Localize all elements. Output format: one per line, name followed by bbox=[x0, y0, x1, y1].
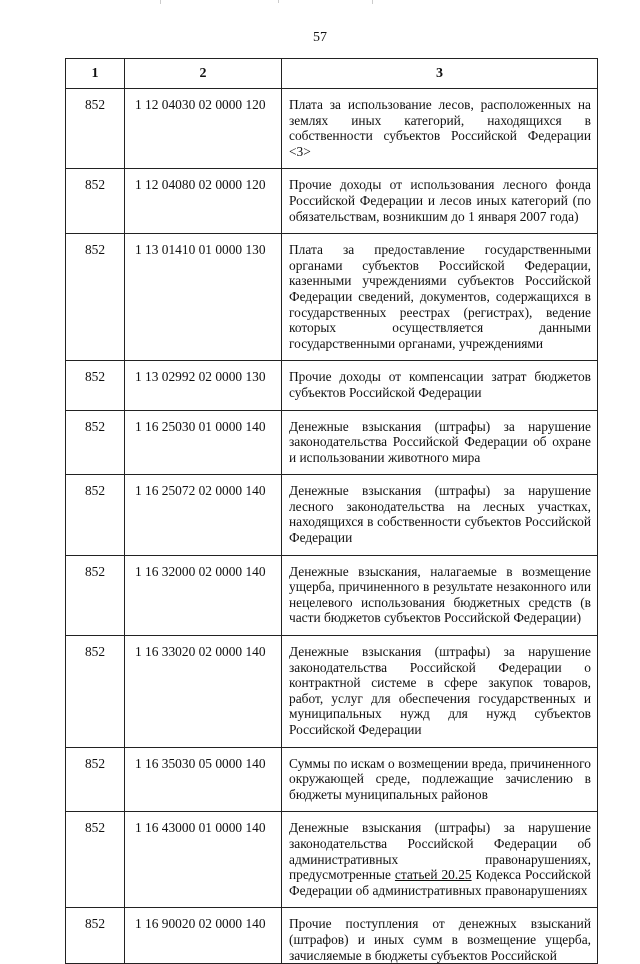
table-row bbox=[66, 234, 598, 361]
admin-code-cell: 852 bbox=[66, 475, 125, 555]
budget-code-cell: 1 12 04030 02 0000 120 bbox=[125, 89, 282, 169]
budget-code-cell: 1 16 90020 02 0000 140 bbox=[125, 908, 282, 964]
description-cell: Плата за предоставление государственными органами субъектов Российской Федерации, казенными учреждениями субъектов Российской Федерации сведений, документов, содержащихся в государственных реестрах (регистрах), ведение которых осуществляется данными государственными органами, учреждениями bbox=[282, 234, 598, 361]
table-row bbox=[66, 89, 598, 169]
description-cell: Прочие доходы от компенсации затрат бюджетов субъектов Российской Федерации bbox=[282, 361, 598, 410]
admin-code-cell: 852 bbox=[66, 555, 125, 635]
table-row bbox=[66, 636, 598, 748]
budget-code-cell: 1 13 01410 01 0000 130 bbox=[125, 234, 282, 361]
budget-code-cell: 1 16 25072 02 0000 140 bbox=[125, 475, 282, 555]
budget-code-cell: 1 16 43000 01 0000 140 bbox=[125, 812, 282, 908]
admin-code-cell: 852 bbox=[66, 636, 125, 748]
description-cell: Денежные взыскания (штрафы) за нарушение законодательства Российской Федерации об охране и использовании животного мира bbox=[282, 410, 598, 475]
article-reference-link[interactable]: статьей 20.25 bbox=[394, 867, 472, 883]
description-cell bbox=[282, 812, 598, 908]
table-row bbox=[66, 812, 598, 908]
scan-mark bbox=[278, 0, 279, 3]
table-row bbox=[66, 475, 598, 555]
budget-code-cell: 1 16 35030 05 0000 140 bbox=[125, 747, 282, 812]
column-header-2: 2 bbox=[125, 59, 282, 89]
budget-code-cell: 1 16 32000 02 0000 140 bbox=[125, 555, 282, 635]
column-header-3: 3 bbox=[282, 59, 598, 89]
budget-code-cell: 1 12 04080 02 0000 120 bbox=[125, 169, 282, 234]
admin-code-cell: 852 bbox=[66, 812, 125, 908]
scan-mark bbox=[372, 0, 373, 4]
table-row bbox=[66, 555, 598, 635]
admin-code-cell: 852 bbox=[66, 169, 125, 234]
page-number: 57 bbox=[313, 30, 327, 45]
description-cell: Прочие доходы от использования лесного фонда Российской Федерации и лесов иных категорий (по обязательствам, возникшим до 1 января 2007 года) bbox=[282, 169, 598, 234]
scan-mark bbox=[160, 0, 161, 4]
table-row bbox=[66, 169, 598, 234]
description-cell: Денежные взыскания (штрафы) за нарушение лесного законодательства на лесных участках, находящихся в собственности субъектов Российской Федерации bbox=[282, 475, 598, 555]
description-text: Кодекса Российской Федерации об административных правонарушениях bbox=[289, 867, 591, 898]
description-cell: Прочие поступления от денежных взысканий (штрафов) и иных сумм в возмещение ущерба, зачисляемые в бюджеты субъектов Российской bbox=[282, 908, 598, 964]
admin-code-cell: 852 bbox=[66, 361, 125, 410]
admin-code-cell: 852 bbox=[66, 908, 125, 964]
revenue-codes-table bbox=[65, 58, 598, 964]
table-header-row bbox=[66, 59, 598, 89]
description-text: Денежные взыскания (штрафы) за нарушение законодательства Российской Федерации об административных правонарушениях, предусмотренные bbox=[289, 820, 591, 883]
column-header-1: 1 bbox=[66, 59, 125, 89]
description-cell: Плата за использование лесов, расположенных на землях иных категорий, находящихся в собственности субъектов Российской Федерации <3> bbox=[282, 89, 598, 169]
table-row bbox=[66, 908, 598, 964]
admin-code-cell: 852 bbox=[66, 89, 125, 169]
budget-code-cell: 1 16 33020 02 0000 140 bbox=[125, 636, 282, 748]
description-cell: Суммы по искам о возмещении вреда, причиненного окружающей среде, подлежащие зачислению в бюджеты муниципальных районов bbox=[282, 747, 598, 812]
admin-code-cell: 852 bbox=[66, 747, 125, 812]
table-row bbox=[66, 410, 598, 475]
description-cell: Денежные взыскания (штрафы) за нарушение законодательства Российской Федерации о контрактной системе в сфере закупок товаров, работ, услуг для обеспечения государственных и муниципальных нужд для нужд субъектов Российской Федерации bbox=[282, 636, 598, 748]
admin-code-cell: 852 bbox=[66, 410, 125, 475]
budget-code-cell: 1 16 25030 01 0000 140 bbox=[125, 410, 282, 475]
admin-code-cell: 852 bbox=[66, 234, 125, 361]
budget-code-cell: 1 13 02992 02 0000 130 bbox=[125, 361, 282, 410]
description-cell: Денежные взыскания, налагаемые в возмещение ущерба, причиненного в результате незаконного или нецелевого использования бюджетных средств (в части бюджетов субъектов Российской Федерации) bbox=[282, 555, 598, 635]
table-row bbox=[66, 747, 598, 812]
table-row bbox=[66, 361, 598, 410]
